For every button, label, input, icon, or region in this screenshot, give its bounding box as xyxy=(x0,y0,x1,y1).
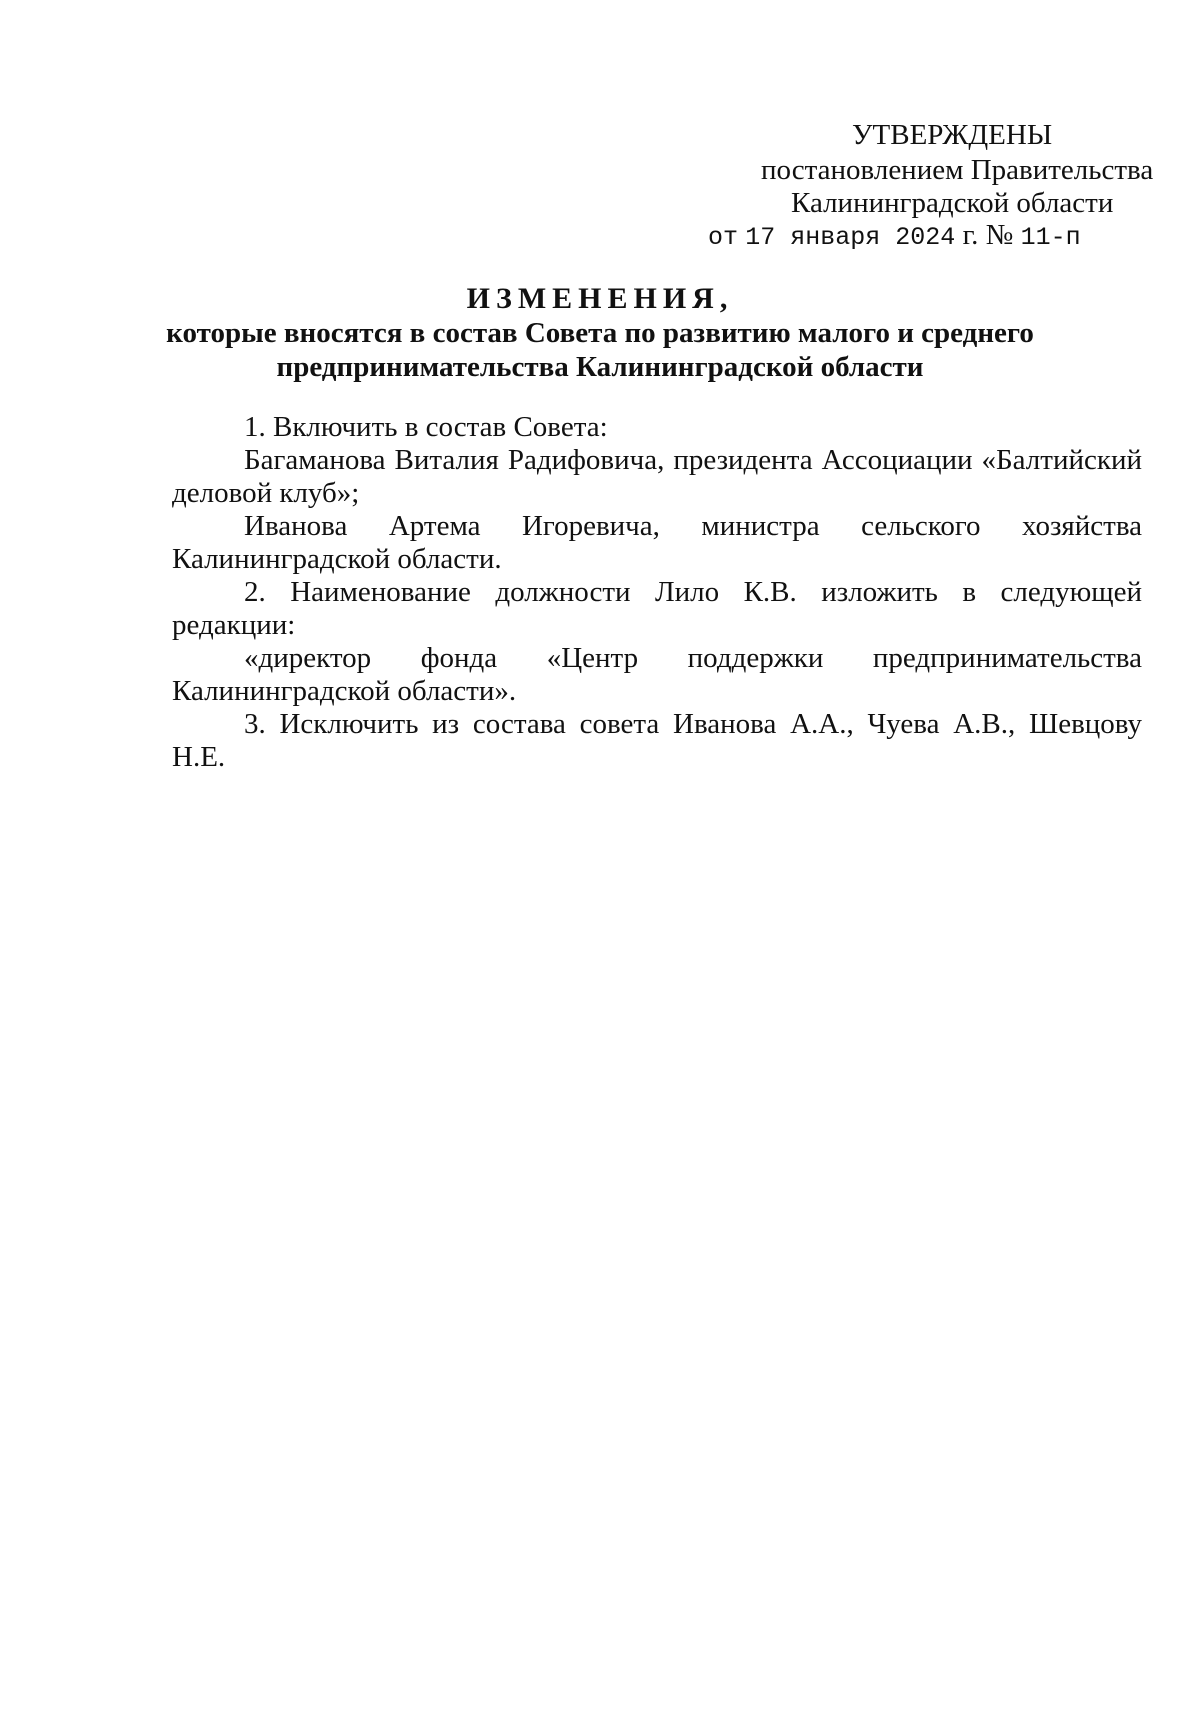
approval-date-prefix: от xyxy=(708,223,739,252)
paragraph-6: 3. Исключить из состава совета Иванова А.А., Чуева А.В., Шевцову Н.Е. xyxy=(172,708,1142,773)
approval-heading: УТВЕРЖДЕНЫ xyxy=(852,119,1053,151)
title-line-2: предпринимательства Калининградской области xyxy=(276,351,924,383)
approval-date-line xyxy=(708,218,1081,255)
approval-line-1: постановлением Правительства xyxy=(761,154,1154,186)
approval-stamp xyxy=(0,0,1200,260)
paragraph-5: «директор фонда «Центр поддержки предпринимательства Калининградской области». xyxy=(172,642,1142,707)
document-title xyxy=(100,282,1100,384)
paragraph-3: Иванова Артема Игоревича, министра сельского хозяйства Калининградской области. xyxy=(172,510,1142,575)
approval-number-label: г. № xyxy=(962,219,1014,251)
title-line-1: которые вносятся в состав Совета по развитию малого и среднего xyxy=(166,317,1034,349)
approval-line-2: Калининградской области xyxy=(791,187,1114,219)
approval-number: 11-п xyxy=(1020,223,1081,252)
paragraph-2: Багаманова Виталия Радифовича, президента Ассоциации «Балтийский деловой клуб»; xyxy=(172,444,1142,509)
document-body xyxy=(172,411,1142,774)
approval-date: 17 января 2024 xyxy=(745,223,956,252)
paragraph-4: 2. Наименование должности Лило К.В. изложить в следующей редакции: xyxy=(172,576,1142,641)
title-heading: ИЗМЕНЕНИЯ, xyxy=(466,282,734,315)
paragraph-1: 1. Включить в состав Совета: xyxy=(244,411,608,443)
